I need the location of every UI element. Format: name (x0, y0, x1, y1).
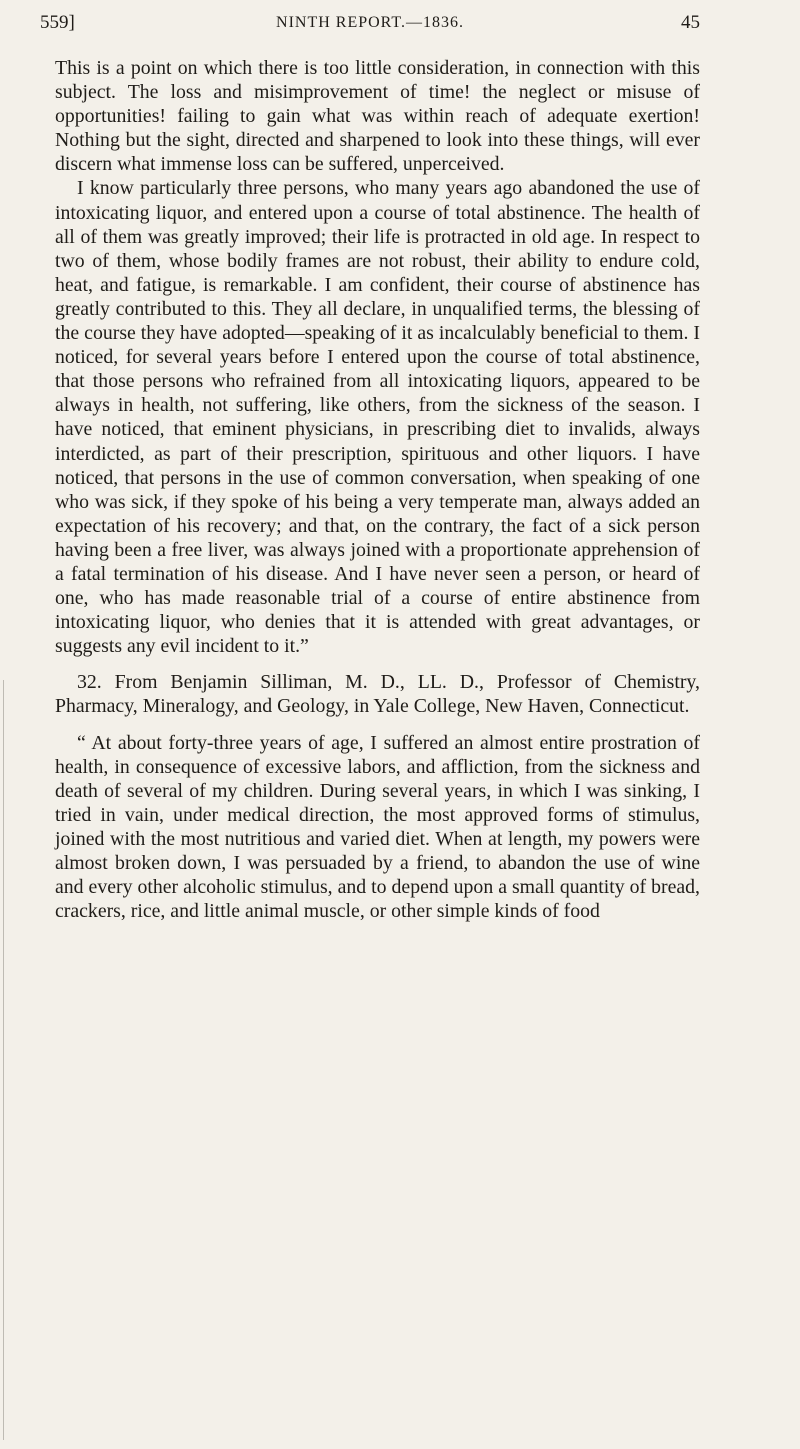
paragraph-silliman-quote: “ At about forty-three years of age, I suffered an almost entire prostration of health, in consequence of excessive labors, and affliction, from the sickness and death of several of my children. During several years, in which I was sinking, I tried in vain, under medical direction, the most approved forms of stimulus, joined with the most nutritious and varied diet. When at length, my powers were almost broken down, I was persuaded by a friend, to abandon the use of wine and every other alcoholic stimulus, and to depend upon a small quantity of bread, crackers, rice, and little animal muscle, or other simple kinds of food (55, 731, 700, 923)
page-edge-shadow (3, 680, 4, 1440)
paragraph-section-32: 32. From Benjamin Silliman, M. D., LL. D., Professor of Chemistry, Pharmacy, Mineralogy, and Geology, in Yale College, New Haven, Connecticut. (55, 671, 700, 718)
running-title: NINTH REPORT.—1836. (276, 14, 464, 31)
paragraph-continuation: This is a point on which there is too little consideration, in connection with this subject. The loss and misimprovement of time! the neglect or misuse of opportunities! failing to gain what was within reach of adequate exertion! Nothing but the sight, directed and sharpened to look into these things, will ever discern what immense loss can be suffered, unperceived. (55, 57, 700, 176)
body-text (55, 56, 700, 923)
page-reference: 559] (40, 12, 75, 33)
page-number: 45 (681, 12, 700, 33)
paragraph-three-persons: I know particularly three persons, who many years ago abandoned the use of intoxicating liquor, and entered upon a course of total abstinence. The health of all of them was greatly improved; their life is protracted in old age. In respect to two of them, whose bodily frames are not robust, their ability to endure cold, heat, and fatigue, is remarkable. I am confident, their course of abstinence has greatly contributed to this. They all declare, in unqualified terms, the blessing of the course they have adopted—speaking of it as incalculably beneficial to them. I noticed, for several years before I entered upon the course of total abstinence, that those persons who refrained from all intoxicating liquors, appeared to be always in health, not suffering, like others, from the sickness of the season. I have noticed, that eminent physicians, in prescribing diet to invalids, always interdicted, as part of their prescription, spirituous and other liquors. I have noticed, that persons in the use of common conversation, when speaking of one who was sick, if they spoke of his being a very temperate man, always added an expectation of his recovery; and that, on the contrary, the fact of a sick person having been a free liver, was always joined with a proportionate apprehension of a fatal termination of his disease. And I have never seen a person, or heard of one, who has made reasonable trial of a course of entire abstinence from intoxicating liquor, who denies that it is attended with great advantages, or suggests any evil incident to it.” (55, 177, 700, 658)
page-header (40, 8, 700, 38)
